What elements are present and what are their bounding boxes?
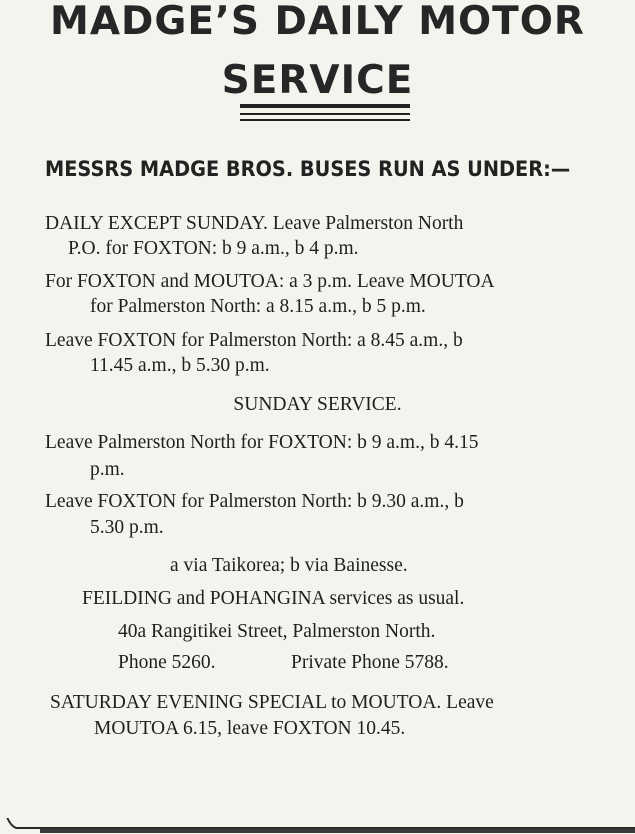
title-underline-thin	[240, 113, 410, 115]
subtitle: MESSRS MADGE BROS. BUSES RUN AS UNDER:—	[45, 157, 571, 181]
other-services: FEILDING and POHANGINA services as usual.	[82, 588, 465, 609]
sunday-line-3: Leave FOXTON for Palmerston North: b 9.30 a.m., b	[45, 491, 464, 512]
title-underline-thin-2	[240, 119, 410, 121]
private-phone: Private Phone 5788.	[291, 652, 449, 673]
weekday-line-1: DAILY EXCEPT SUNDAY. Leave Palmerston North	[45, 213, 464, 234]
weekday-line-3: For FOXTON and MOUTOA: a 3 p.m. Leave MOUTOA	[45, 271, 495, 292]
weekday-line-2: P.O. for FOXTON: b 9 a.m., b 4 p.m.	[68, 238, 359, 259]
weekday-line-5: Leave FOXTON for Palmerston North: a 8.45 a.m., b	[45, 330, 463, 351]
sunday-heading: SUNDAY SERVICE.	[233, 394, 402, 415]
sunday-line-4: 5.30 p.m.	[90, 517, 164, 538]
phone: Phone 5260.	[118, 652, 216, 673]
title-line-1: MADGE’S DAILY MOTOR	[50, 0, 585, 44]
saturday-line-1: SATURDAY EVENING SPECIAL to MOUTOA. Leave	[50, 692, 494, 713]
title-underline-thick	[240, 104, 410, 108]
route-legend: a via Taikorea; b via Bainesse.	[170, 555, 408, 576]
sunday-line-1: Leave Palmerston North for FOXTON: b 9 a.m., b 4.15	[45, 432, 479, 453]
weekday-line-6: 11.45 a.m., b 5.30 p.m.	[90, 355, 270, 376]
title-line-2: SERVICE	[221, 58, 414, 103]
address: 40a Rangitikei Street, Palmerston North.	[118, 621, 436, 642]
weekday-line-4: for Palmerston North: a 8.15 a.m., b 5 p.m.	[90, 296, 426, 317]
sunday-line-2: p.m.	[90, 459, 125, 480]
bottom-border	[0, 818, 635, 834]
saturday-line-2: MOUTOA 6.15, leave FOXTON 10.45.	[94, 718, 406, 739]
